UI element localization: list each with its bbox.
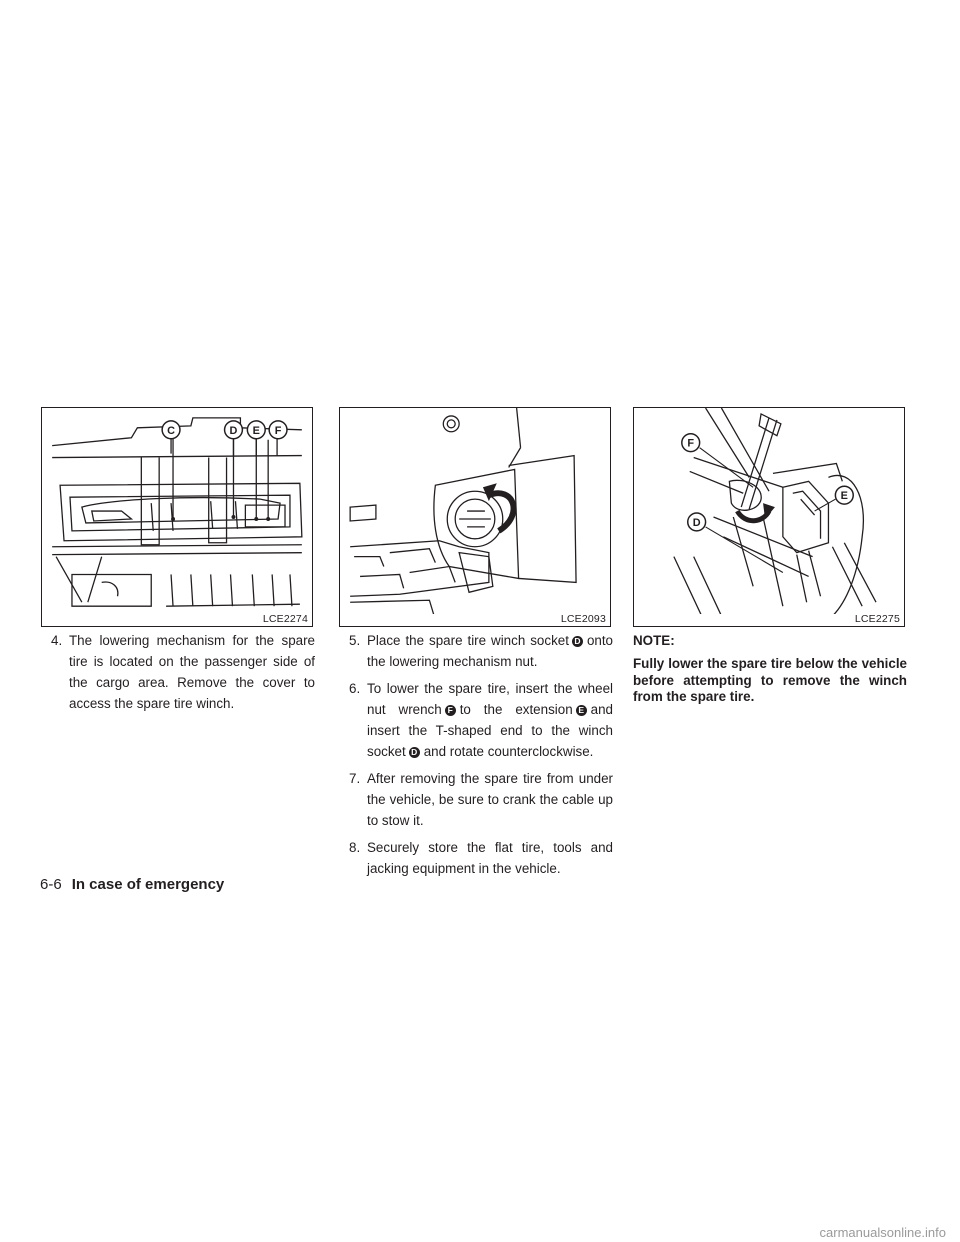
callout-f: F xyxy=(687,437,695,450)
step-text: and insert the T-shaped end to the winch socket xyxy=(367,702,613,759)
step-text: To lower the spare tire, insert the wheel nut wrench xyxy=(367,681,613,717)
step-text: Securely store the flat tire, tools and jacking equipment in the vehicle. xyxy=(367,840,613,876)
callout-d-icon: D xyxy=(572,636,583,647)
figure-code: LCE2093 xyxy=(560,613,606,625)
step-number: 7. xyxy=(349,771,361,786)
step-6 xyxy=(339,678,613,762)
step-text: to the extension xyxy=(459,702,573,717)
wrench-extension-illustration xyxy=(634,408,904,626)
note-body: Fully lower the spare tire below the vehicle before attempting to remove the winch from the spare tire. xyxy=(633,656,907,704)
step-8 xyxy=(339,837,613,879)
column-1 xyxy=(41,630,315,720)
column-2 xyxy=(339,630,613,885)
step-text: After removing the spare tire from under the vehicle, be sure to crank the cable up to stow it. xyxy=(367,771,613,828)
figure-lce2274 xyxy=(41,407,313,627)
step-5 xyxy=(339,630,613,672)
step-text: The lowering mechanism for the spare tire is located on the passenger side of the cargo area. Remove the cover to access the spare tire winch. xyxy=(69,633,315,711)
step-4 xyxy=(41,630,315,714)
callout-e: E xyxy=(252,424,260,437)
callout-e: E xyxy=(840,490,848,503)
winch-socket-illustration xyxy=(340,408,610,626)
callout-f-icon: F xyxy=(445,705,456,716)
step-text: Place the spare tire winch socket xyxy=(367,633,569,648)
spare-tire-winch-cover-illustration xyxy=(42,408,312,626)
page-footer xyxy=(40,876,224,893)
step-number: 8. xyxy=(349,840,361,855)
figure-lce2275 xyxy=(633,407,905,627)
figure-code: LCE2275 xyxy=(854,613,900,625)
page-number: 6-6 xyxy=(40,876,62,893)
callout-f: F xyxy=(274,424,282,437)
step-number: 5. xyxy=(349,633,361,648)
callout-e-icon: E xyxy=(576,705,587,716)
step-number: 4. xyxy=(51,633,63,648)
callout-c: C xyxy=(167,424,175,437)
step-text: and rotate counterclockwise. xyxy=(423,744,594,759)
figure-code: LCE2274 xyxy=(262,613,308,625)
note-heading: NOTE: xyxy=(633,633,675,648)
watermark: carmanualsonline.info xyxy=(819,1225,946,1240)
column-3 xyxy=(633,630,907,706)
figure-lce2093 xyxy=(339,407,611,627)
step-7 xyxy=(339,768,613,831)
step-number: 6. xyxy=(349,681,361,696)
section-title: In case of emergency xyxy=(71,876,225,893)
callout-d: D xyxy=(692,516,701,529)
callout-d: D xyxy=(229,424,238,437)
step-text: onto the lowering mechanism nut. xyxy=(367,633,613,669)
callout-d-icon: D xyxy=(409,747,420,758)
